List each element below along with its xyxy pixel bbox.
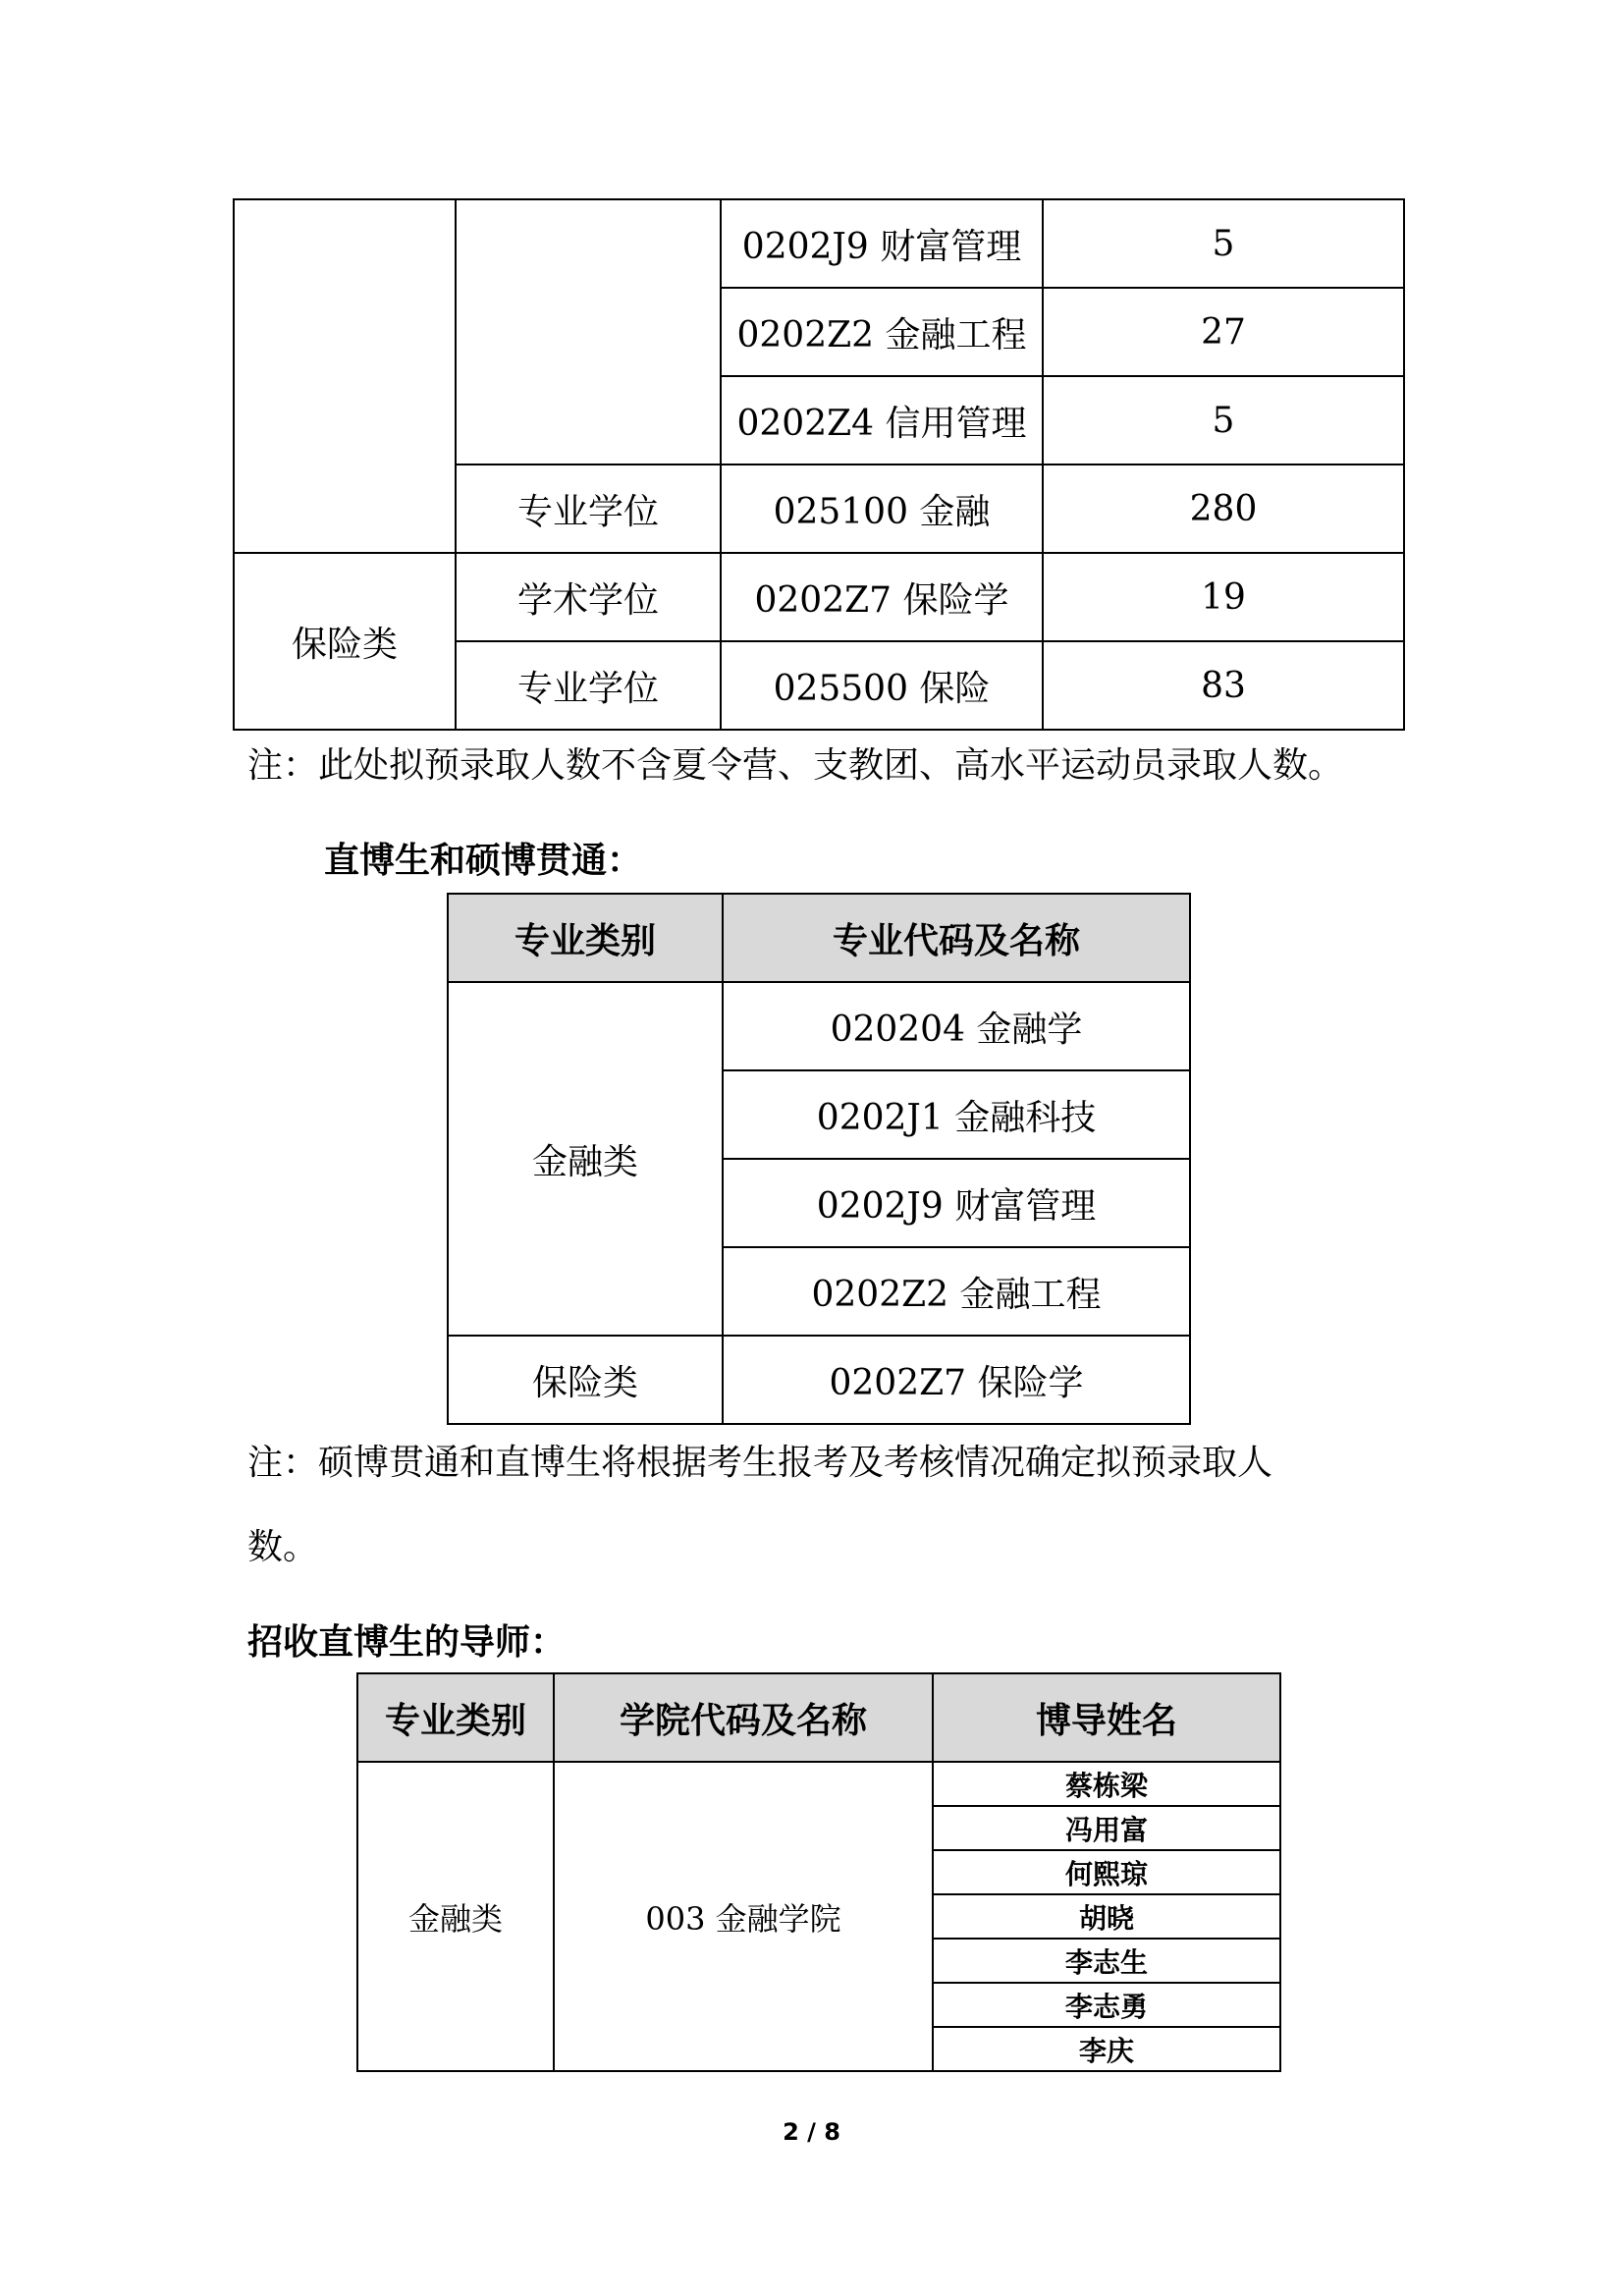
header-major-code: 专业代码及名称: [723, 894, 1190, 982]
heading-direct-phd: 直博生和硕博贯通：: [324, 840, 643, 881]
college-cell: 003 金融学院: [554, 1762, 933, 2071]
enrollment-table: [233, 198, 1405, 731]
supervisor-name: 李志勇: [933, 1983, 1280, 2027]
heading-supervisors: 招收直博生的导师：: [247, 1621, 567, 1663]
category-cell: 保险类: [234, 553, 456, 730]
degree-cell: 专业学位: [456, 465, 721, 553]
degree-cell: 学术学位: [456, 553, 721, 641]
major-code-cell: 0202J9 财富管理: [721, 199, 1043, 288]
table-row: [357, 1762, 1280, 1806]
category-cell: [234, 199, 456, 553]
major-code-cell: 0202Z4 信用管理: [721, 376, 1043, 465]
header-college: 学院代码及名称: [554, 1673, 933, 1762]
major-code-cell: 020204 金融学: [723, 982, 1190, 1070]
count-cell: 27: [1043, 288, 1404, 376]
note-enrollment: 注：此处拟预录取人数不含夏令营、支教团、高水平运动员录取人数。: [247, 745, 1344, 786]
count-cell: 83: [1043, 641, 1404, 730]
degree-cell: [456, 199, 721, 465]
table-row: [448, 982, 1190, 1070]
count-cell: 5: [1043, 199, 1404, 288]
count-cell: 5: [1043, 376, 1404, 465]
header-supervisor-name: 博导姓名: [933, 1673, 1280, 1762]
category-cell: 金融类: [357, 1762, 554, 2071]
table-header-row: [448, 894, 1190, 982]
category-cell: 保险类: [448, 1336, 723, 1424]
category-cell: 金融类: [448, 982, 723, 1336]
count-cell: 19: [1043, 553, 1404, 641]
direct-phd-table: [447, 893, 1191, 1425]
note-direct-phd-line2: 数。: [247, 1527, 319, 1567]
supervisor-table: [356, 1672, 1281, 2072]
major-code-cell: 0202Z7 保险学: [721, 553, 1043, 641]
major-code-cell: 0202J1 金融科技: [723, 1070, 1190, 1159]
table-row: [234, 199, 1404, 288]
table-header-row: [357, 1673, 1280, 1762]
header-category: 专业类别: [357, 1673, 554, 1762]
supervisor-name: 蔡栋梁: [933, 1762, 1280, 1806]
supervisor-name: 李庆: [933, 2027, 1280, 2071]
supervisor-name: 胡晓: [933, 1894, 1280, 1939]
major-code-cell: 025500 保险: [721, 641, 1043, 730]
major-code-cell: 0202Z7 保险学: [723, 1336, 1190, 1424]
supervisor-name: 何熙琼: [933, 1850, 1280, 1894]
major-code-cell: 025100 金融: [721, 465, 1043, 553]
table-row: [448, 1336, 1190, 1424]
major-code-cell: 0202Z2 金融工程: [723, 1247, 1190, 1336]
major-code-cell: 0202J9 财富管理: [723, 1159, 1190, 1247]
major-code-cell: 0202Z2 金融工程: [721, 288, 1043, 376]
supervisor-name: 冯用富: [933, 1806, 1280, 1850]
count-cell: 280: [1043, 465, 1404, 553]
page-number: 2 / 8: [783, 2118, 840, 2146]
header-category: 专业类别: [448, 894, 723, 982]
note-direct-phd-line1: 注：硕博贯通和直博生将根据考生报考及考核情况确定拟预录取人: [247, 1443, 1273, 1483]
degree-cell: 专业学位: [456, 641, 721, 730]
table-row: [234, 553, 1404, 641]
supervisor-name: 李志生: [933, 1939, 1280, 1983]
